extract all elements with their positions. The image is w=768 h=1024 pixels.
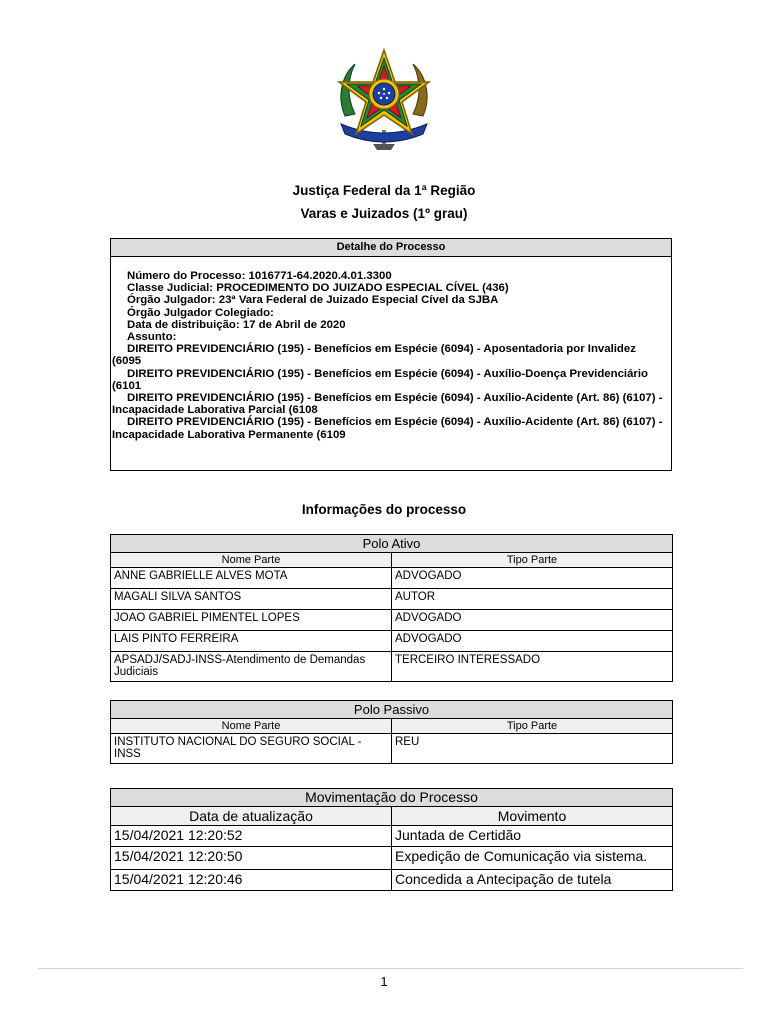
passive-party-table: [110, 700, 673, 764]
process-number: Número do Processo: 1016771-64.2020.4.01.3300: [127, 270, 392, 282]
table-row: [111, 870, 673, 891]
passive-party-title: Polo Passivo: [111, 701, 673, 719]
table-row: [111, 652, 673, 682]
column-header-update-date: Data de atualização: [111, 807, 392, 826]
party-type: ADVOGADO: [392, 610, 673, 631]
table-row: [111, 589, 673, 610]
page-footer-divider: [38, 968, 743, 969]
judicial-class: Classe Judicial: PROCEDIMENTO DO JUIZADO ESPECIAL CÍVEL (436): [127, 282, 509, 295]
party-type: REU: [392, 734, 673, 764]
table-row: [111, 610, 673, 631]
subject-item: DIREITO PREVIDENCIÁRIO (195) - Benefícios em Espécie (6094) - Auxílio-Doença Previdenciário (6101: [112, 367, 648, 392]
page-number: 1: [380, 974, 388, 989]
party-name: APSADJ/SADJ-INSS-Atendimento de Demandas Judiciais: [111, 652, 392, 682]
process-info-heading: Informações do processo: [301, 502, 467, 517]
process-detail-body: [111, 257, 671, 441]
distribution-date: Data de distribuição: 17 de Abril de 2020: [127, 318, 346, 331]
process-detail-title: Detalhe do Processo: [111, 239, 671, 257]
process-detail-box: [110, 238, 672, 471]
table-row: [111, 631, 673, 652]
process-movement-table: [110, 788, 673, 891]
party-name: LAIS PINTO FERREIRA: [111, 631, 392, 652]
subject-item: DIREITO PREVIDENCIÁRIO (195) - Benefícios em Espécie (6094) - Aposentadoria por Invalidez (6095: [112, 343, 636, 368]
movement: Juntada de Certidão: [392, 826, 673, 847]
movement: Expedição de Comunicação via sistema.: [392, 847, 673, 870]
update-date: 15/04/2021 12:20:46: [111, 870, 392, 891]
party-name: INSTITUTO NACIONAL DO SEGURO SOCIAL - INSS: [111, 734, 392, 764]
party-type: ADVOGADO: [392, 568, 673, 589]
column-header-party-name: Nome Parte: [111, 719, 392, 734]
party-name: ANNE GABRIELLE ALVES MOTA: [111, 568, 392, 589]
court-level-heading: Varas e Juizados (1º grau): [300, 206, 468, 221]
table-row: [111, 847, 673, 870]
table-row: [111, 568, 673, 589]
process-movement-title: Movimentação do Processo: [111, 789, 673, 807]
update-date: 15/04/2021 12:20:52: [111, 826, 392, 847]
subject-label: Assunto:: [127, 331, 177, 344]
party-type: TERCEIRO INTERESSADO: [392, 652, 673, 682]
column-header-party-type: Tipo Parte: [392, 719, 673, 734]
active-party-title: Polo Ativo: [111, 535, 673, 553]
party-type: AUTOR: [392, 589, 673, 610]
brazil-coat-of-arms-emblem: [331, 46, 437, 156]
movement: Concedida a Antecipação de tutela: [392, 870, 673, 891]
subject-item: DIREITO PREVIDENCIÁRIO (195) - Benefícios em Espécie (6094) - Auxílio-Acidente (Art. 86) (6107) - Incapacidade Laborativa Parcial (6108: [112, 392, 663, 417]
update-date: 15/04/2021 12:20:50: [111, 847, 392, 870]
party-type: ADVOGADO: [392, 631, 673, 652]
judging-body: Órgão Julgador: 23ª Vara Federal de Juizado Especial Cível da SJBA: [127, 294, 499, 307]
collegiate-judging-body: Órgão Julgador Colegiado:: [127, 306, 274, 319]
party-name: MAGALI SILVA SANTOS: [111, 589, 392, 610]
table-row: [111, 734, 673, 764]
column-header-party-type: Tipo Parte: [392, 553, 673, 568]
party-name: JOAO GABRIEL PIMENTEL LOPES: [111, 610, 392, 631]
column-header-movement: Movimento: [392, 807, 673, 826]
subject-item: DIREITO PREVIDENCIÁRIO (195) - Benefícios em Espécie (6094) - Auxílio-Acidente (Art. 86) (6107) - Incapacidade Laborativa Permanente (6109: [112, 416, 663, 441]
court-name-heading: Justiça Federal da 1ª Região: [292, 183, 476, 198]
column-header-party-name: Nome Parte: [111, 553, 392, 568]
table-row: [111, 826, 673, 847]
active-party-table: [110, 534, 673, 682]
